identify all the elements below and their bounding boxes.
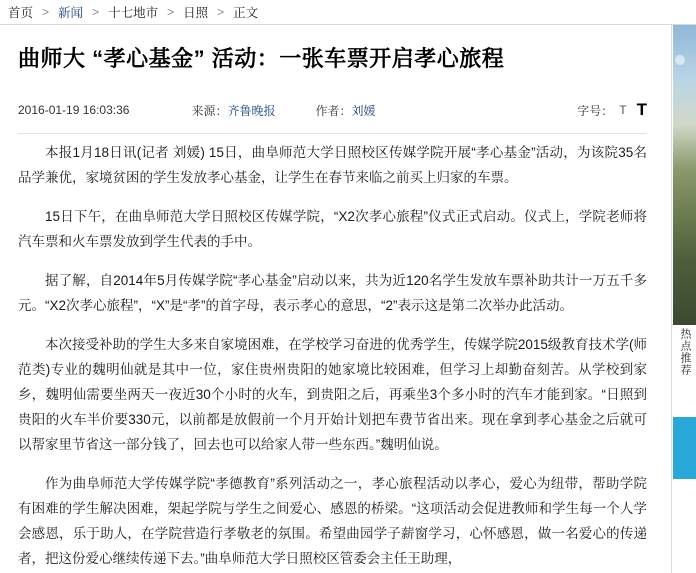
article-paragraph: 本次接受补助的学生大多来自家境困难，在学校学习奋进的优秀学生，传媒学院2015级教育技术学(师范类)专业的魏明仙就是其中一位，家住贵州贵阳的她家境比较困难，但学习上却勤奋刻苦。从学校到家乡，魏明仙需要坐两天一夜近30个小时的火车，到贵阳之后，再乘坐3个多小时的汽车才能到家。“日照到贵阳的火车半价要330元，以前都是放假前一个月开始计划把车费节省出来。现在拿到孝心基金之后就可以帮家里节省这一部分钱了，回去也可以给家人带一些东西。”魏明仙说。 <box>18 337 647 452</box>
article-paragraph: 据了解，自2014年5月传媒学院“孝心基金”启动以来，共为近120名学生发放车票补助共计一万五千多元。“X2次孝心旅程”，“X”是“孝”的首字母，表示孝心的意思，“2”表示这是第二次举办此活动。 <box>18 273 647 313</box>
article-source <box>191 102 275 119</box>
rail-empty-area <box>673 479 696 573</box>
breadcrumb-separator: > <box>42 5 50 19</box>
article-paragraph: 15日下午，在曲阜师范大学日照校区传媒学院，“X2次孝心旅程”仪式正式启动。仪式上，学院老师将汽车票和火车票发放到学生代表的手中。 <box>18 209 647 249</box>
right-rail <box>673 25 696 573</box>
breadcrumb-separator: > <box>167 5 175 19</box>
page-title: 曲师大 “孝心基金” 活动：一张车票开启孝心旅程 <box>18 46 505 71</box>
article-paragraph: 作为曲阜师范大学传媒学院“孝德教育”系列活动之一，孝心旅程活动以孝心，爱心为纽带，帮助学院有困难的学生解决困难，架起学院与学生之间爱心、感恩的桥梁。“这项活动会促进教师和学生每一个人学会感恩，乐于助人，在学院营造行孝敬老的氛围。希望曲园学子薪窗学习，心怀感恩，做一名爱心的传递者，把这份爱心继续传递下去。”曲阜师范大学日照校区管委会主任王助理， <box>18 476 647 566</box>
author-label: 作者： <box>315 103 352 118</box>
article-author <box>315 102 375 119</box>
article-meta <box>18 95 647 134</box>
breadcrumb-item-article[interactable]: 正文 <box>233 6 259 20</box>
rail-photo-thumbnail[interactable] <box>673 25 696 325</box>
author-value[interactable]: 刘媛 <box>351 103 376 118</box>
photo-highlight <box>675 55 685 65</box>
breadcrumb <box>0 0 696 25</box>
content-wrapper <box>0 25 696 573</box>
breadcrumb-item-news[interactable]: 新闻 <box>58 6 84 20</box>
fontsize-control <box>577 100 647 120</box>
article-column <box>0 25 672 573</box>
breadcrumb-separator: > <box>217 5 225 19</box>
fontsize-large-button[interactable]: T <box>636 100 647 119</box>
rail-accent-block[interactable] <box>673 417 696 479</box>
breadcrumb-item-cities[interactable]: 十七地市 <box>108 6 159 20</box>
article-body <box>18 140 647 571</box>
breadcrumb-separator: > <box>92 5 100 19</box>
fontsize-label: 字号： <box>577 103 614 118</box>
source-label: 来源： <box>191 103 228 118</box>
fontsize-small-button[interactable]: T <box>619 103 627 117</box>
rail-vertical-label: 热点推荐 <box>679 328 691 376</box>
source-value[interactable]: 齐鲁晚报 <box>227 103 276 118</box>
breadcrumb-item-rizhao[interactable]: 日照 <box>183 6 209 20</box>
publish-date: 2016-01-19 16:03:36 <box>18 103 130 117</box>
breadcrumb-item-home[interactable]: 首页 <box>8 6 34 20</box>
article-paragraph: 本报1月18日讯(记者 刘媛) 15日，曲阜师范大学日照校区传媒学院开展“孝心基金”活动，为该院35名品学兼优，家境贫困的学生发放孝心基金，让学生在春节来临之前买上归家的车票。 <box>18 145 647 185</box>
